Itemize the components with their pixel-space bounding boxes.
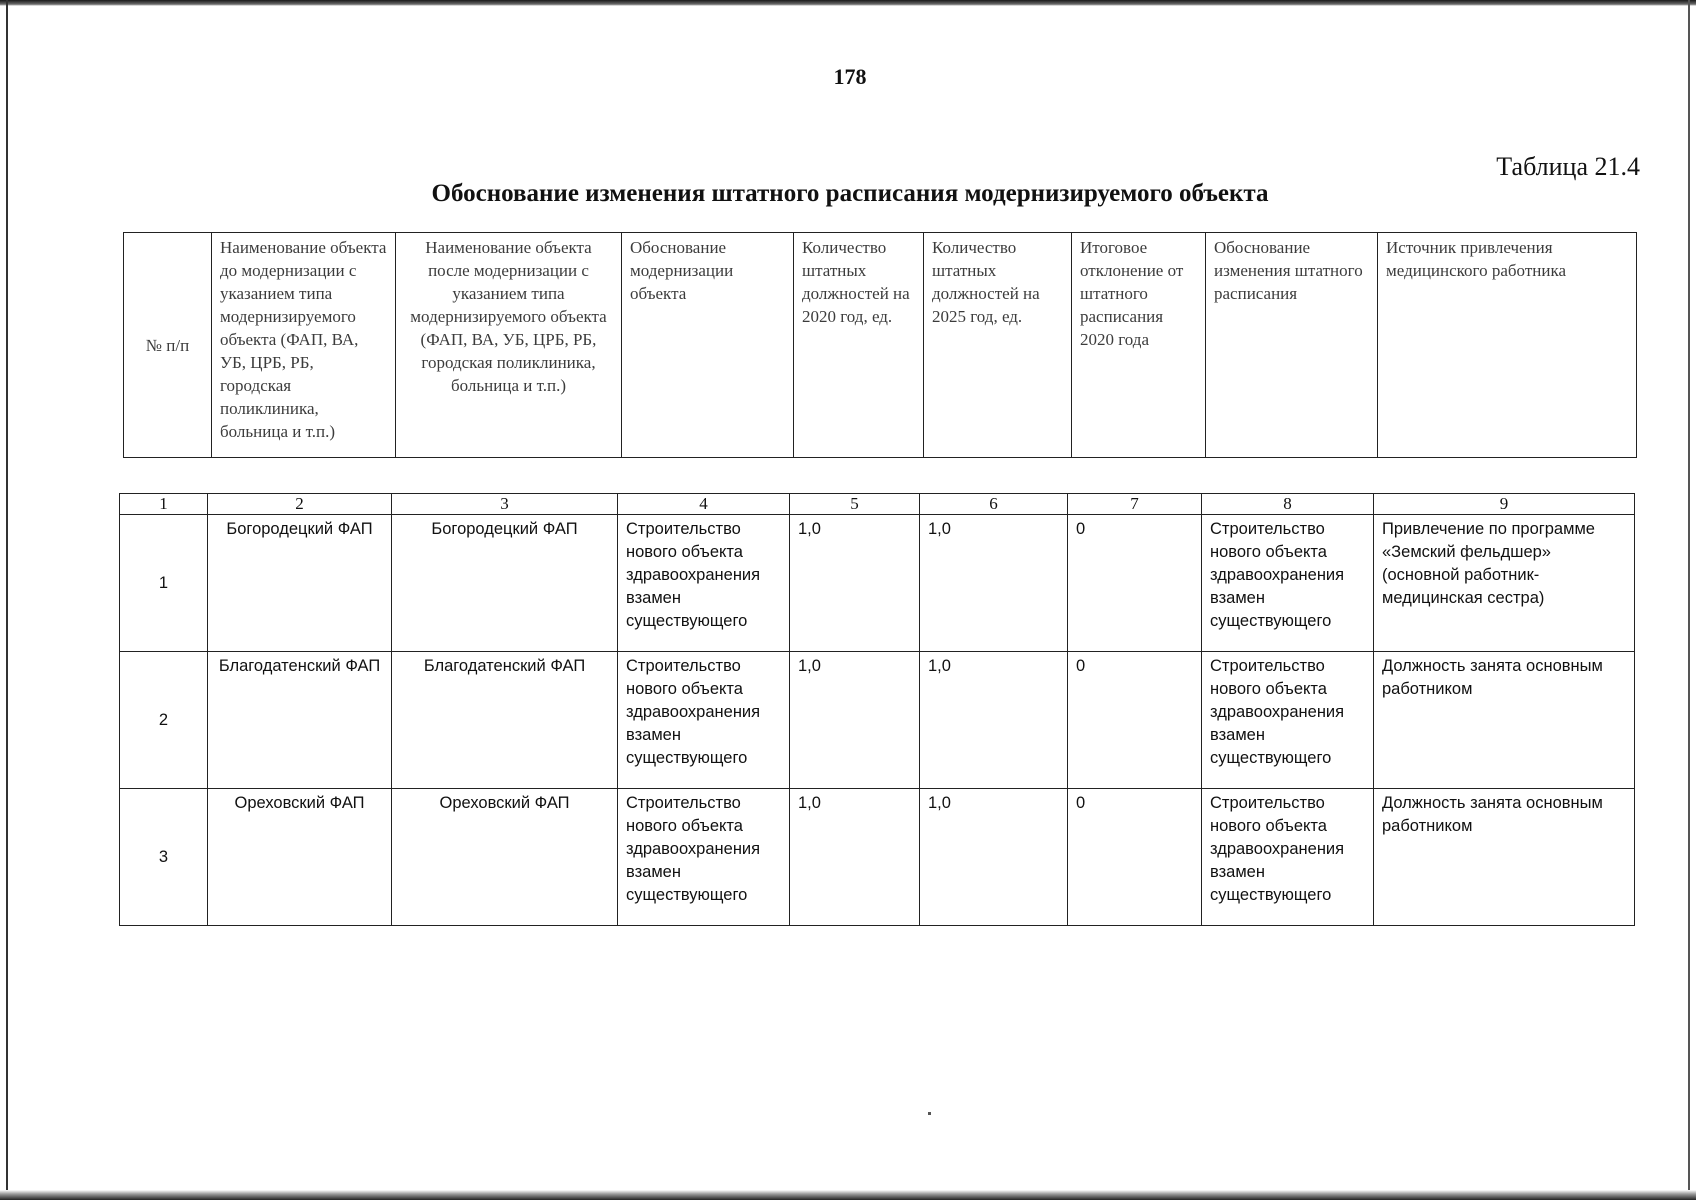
worker-source-cell: Должность занята основным работником	[1374, 789, 1635, 926]
column-number: 7	[1068, 494, 1202, 515]
worker-source-cell: Должность занята основным работником	[1374, 652, 1635, 789]
table-row	[120, 652, 1635, 789]
header-deviation: Итоговое отклонение от штатного расписания 2020 года	[1072, 233, 1206, 458]
column-number-row	[120, 494, 1635, 515]
header-staff-justification: Обоснование изменения штатного расписания	[1206, 233, 1378, 458]
table-row	[120, 515, 1635, 652]
staff-justification-cell: Строительство нового объекта здравоохранения взамен существующего	[1202, 789, 1374, 926]
scan-edge-top	[0, 0, 1696, 6]
header-staff-2020: Количество штатных должностей на 2020 год, ед.	[794, 233, 924, 458]
scan-edge-bottom	[0, 1190, 1696, 1200]
deviation-cell: 0	[1068, 515, 1202, 652]
table-row	[120, 789, 1635, 926]
staff-justification-cell: Строительство нового объекта здравоохранения взамен существующего	[1202, 515, 1374, 652]
modernization-justification-cell: Строительство нового объекта здравоохранения взамен существующего	[618, 515, 790, 652]
document-title: Обоснование изменения штатного расписания модернизируемого объекта	[431, 180, 1269, 207]
column-number: 9	[1374, 494, 1635, 515]
staff-justification-cell: Строительство нового объекта здравоохранения взамен существующего	[1202, 652, 1374, 789]
column-number: 2	[208, 494, 392, 515]
deviation-cell: 0	[1068, 652, 1202, 789]
object-before-cell: Богородецкий ФАП	[208, 515, 392, 652]
column-number: 1	[120, 494, 208, 515]
column-number: 6	[920, 494, 1068, 515]
deviation-cell: 0	[1068, 789, 1202, 926]
table-label: Таблица 21.4	[1496, 152, 1640, 181]
staff-2025-cell: 1,0	[920, 515, 1068, 652]
staff-2020-cell: 1,0	[790, 515, 920, 652]
page-number: 178	[833, 64, 867, 89]
staff-2020-cell: 1,0	[790, 789, 920, 926]
header-number: № п/п	[124, 233, 212, 458]
data-table	[119, 493, 1635, 926]
staff-2025-cell: 1,0	[920, 652, 1068, 789]
object-after-cell: Ореховский ФАП	[392, 789, 618, 926]
header-object-before: Наименование объекта до модернизации с указанием типа модернизируемого объекта (ФАП, ВА, УБ, ЦРБ, РБ, городская поликлиника, больница и т.п.)	[212, 233, 396, 458]
object-after-cell: Богородецкий ФАП	[392, 515, 618, 652]
scan-edge-right	[1688, 0, 1690, 1200]
header-modernization-justification: Обоснование модернизации объекта	[622, 233, 794, 458]
row-number: 3	[120, 789, 208, 926]
object-before-cell: Ореховский ФАП	[208, 789, 392, 926]
header-row	[124, 233, 1637, 458]
column-number: 4	[618, 494, 790, 515]
column-number: 5	[790, 494, 920, 515]
header-staff-2025: Количество штатных должностей на 2025 год, ед.	[924, 233, 1072, 458]
object-after-cell: Благодатенский ФАП	[392, 652, 618, 789]
scan-edge-left	[6, 0, 8, 1200]
modernization-justification-cell: Строительство нового объекта здравоохранения взамен существующего	[618, 789, 790, 926]
modernization-justification-cell: Строительство нового объекта здравоохранения взамен существующего	[618, 652, 790, 789]
staff-2020-cell: 1,0	[790, 652, 920, 789]
column-number: 8	[1202, 494, 1374, 515]
column-number: 3	[392, 494, 618, 515]
scan-speck	[928, 1112, 931, 1115]
header-worker-source: Источник привлечения медицинского работника	[1378, 233, 1637, 458]
worker-source-cell: Привлечение по программе «Земский фельдшер» (основной работник- медицинская сестра)	[1374, 515, 1635, 652]
header-object-after: Наименование объекта после модернизации с указанием типа модернизируемого объекта (ФАП, ВА, УБ, ЦРБ, РБ, городская поликлиника, больница и т.п.)	[396, 233, 622, 458]
row-number: 1	[120, 515, 208, 652]
object-before-cell: Благодатенский ФАП	[208, 652, 392, 789]
header-table	[123, 232, 1637, 458]
staff-2025-cell: 1,0	[920, 789, 1068, 926]
row-number: 2	[120, 652, 208, 789]
